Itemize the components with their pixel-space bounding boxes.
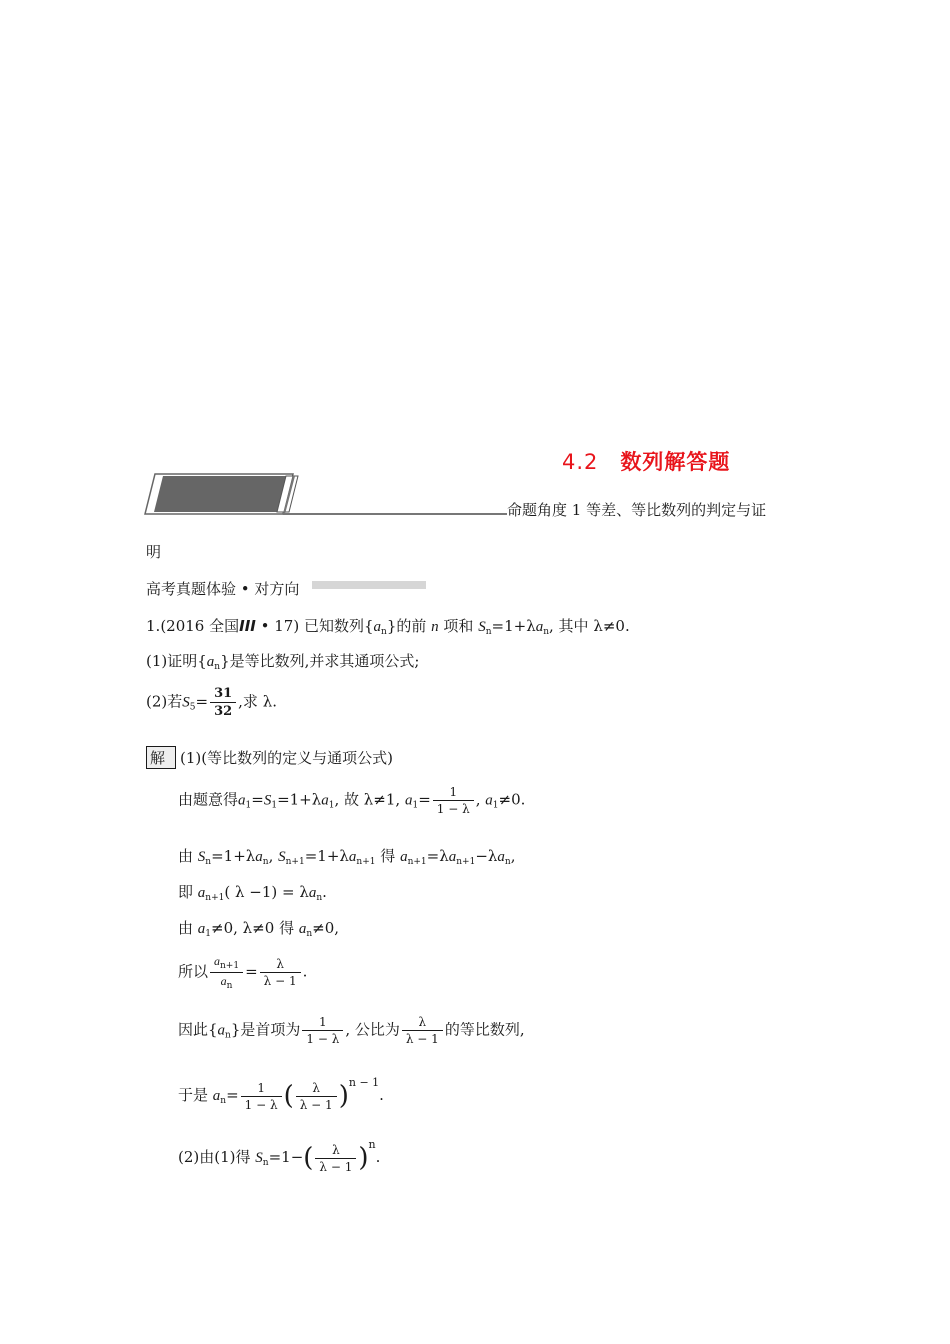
sub-n: n	[306, 929, 313, 939]
exponent: n − 1	[348, 1076, 380, 1089]
sub-n: n	[226, 981, 233, 991]
solution-line-2: 由 $S_n=1+\lambda a_n$, $S_{n+1}=1+\lambda a_{n+1}$ 得 $a_{n+1}=\lambda a_{n+1}-\lambda a_n$,	[178, 847, 516, 867]
sub-n: n	[262, 1158, 269, 1168]
var-S: S	[197, 849, 206, 865]
var-S: S	[182, 694, 190, 711]
section-title: 数列解答题	[620, 450, 731, 474]
text-segment: }是等比数列,并求其通项公式;	[220, 652, 420, 670]
lambda: λ	[526, 617, 536, 635]
sub-n: n	[485, 627, 492, 637]
text-segment: 得	[380, 847, 396, 865]
sub-1: 1	[245, 800, 252, 811]
solution-line-8: (2)由(1)得 $S_n=1-$( $\frac{\lambda}{\lambda - 1}$ )$^n$.	[178, 1138, 381, 1174]
denominator: 32	[214, 704, 233, 719]
var-a: a	[206, 654, 215, 670]
sub-1: 1	[271, 800, 278, 811]
fraction-lambda-over-lambda-minus-1	[315, 1143, 356, 1174]
solution-line-1: 由题意得$a_1=S_1=1+\lambda a_1$, 故 λ≠1, $a_1=$ $\frac{1}{1 - \lambda}$ , $a_1\ne 0$.	[178, 785, 526, 816]
sub-1: 1	[328, 800, 335, 811]
var-a: a	[321, 792, 329, 809]
text-segment: , 其中 λ≠0.	[549, 617, 630, 635]
solution-label: 解	[146, 746, 176, 769]
var-a: a	[298, 921, 307, 937]
denominator: λ − 1	[319, 1159, 353, 1174]
denominator: λ − 1	[405, 1032, 439, 1046]
problem-source: (2016 全国	[160, 617, 240, 635]
solution-line-5: 所以 $\frac{a_{n+1}}{a_n}$ = $\frac{\lambda}{\lambda - 1}$ .	[178, 954, 308, 991]
sub-5: 5	[189, 702, 196, 713]
denominator: 1 − λ	[436, 802, 470, 816]
var-a: a	[217, 1022, 226, 1039]
text-segment: ≠0,	[312, 919, 340, 937]
text-segment: (2)若	[146, 692, 183, 711]
var-a: a	[197, 921, 206, 937]
var-a: a	[404, 792, 413, 809]
text-segment: (2)由(1)得	[178, 1148, 251, 1166]
var-a: a	[197, 885, 206, 901]
numerator: λ	[260, 957, 301, 973]
var-S: S	[263, 792, 272, 809]
lambda: λ	[235, 883, 245, 901]
section-banner-graphic	[143, 472, 508, 518]
lambda: λ	[299, 883, 309, 901]
angle-line-1: 命题角度 1 等差、等比数列的判定与证	[507, 501, 767, 519]
sub-n-plus-1: n+1	[456, 857, 476, 867]
sub-n: n	[262, 857, 269, 867]
sub-1: 1	[205, 929, 212, 939]
text-segment: ≠0.	[498, 790, 526, 809]
lambda: λ	[339, 847, 349, 865]
right-paren: )	[358, 1143, 369, 1173]
denominator: λ − 1	[263, 974, 297, 988]
sub-n: n	[225, 1030, 231, 1041]
fraction-lambda-over-lambda-minus-1	[296, 1081, 337, 1112]
sub-n-plus-1: n+1	[285, 857, 305, 867]
var-a: a	[255, 849, 263, 865]
text-segment: }的前	[386, 617, 427, 635]
sub-1: 1	[412, 800, 419, 811]
numerator: λ	[296, 1081, 337, 1097]
fraction-1-over-1-minus-lambda	[241, 1081, 282, 1112]
text-segment: ≠0, λ≠0 得	[211, 919, 295, 937]
text-segment: 因此{	[178, 1020, 218, 1039]
solution-line-3: 即 $a_{n+1}$( $\lambda -1) = \lambda a_n$.	[178, 883, 327, 903]
var-S: S	[478, 619, 486, 635]
section-label: 高考真题体验 • 对方向	[146, 580, 300, 598]
exponent: n	[368, 1138, 376, 1151]
sub-n: n	[316, 893, 323, 903]
text-segment: ,求 λ.	[238, 692, 277, 711]
text-segment: , 故 λ≠1,	[334, 790, 401, 809]
fraction-1-over-1-minus-lambda	[433, 785, 474, 816]
text-segment: 所以	[178, 962, 209, 981]
problem-part-1	[146, 650, 419, 672]
left-paren: (	[303, 1143, 314, 1173]
var-S: S	[255, 1150, 263, 1166]
numerator: 1	[302, 1015, 343, 1031]
sub-1: 1	[492, 800, 499, 811]
var-a: a	[308, 885, 317, 901]
sub-n-plus-1: n+1	[220, 961, 240, 971]
problem-statement: 1.(2016 全国III • 17) 已知数列$\{a_n\}$的前 n 项和 $S_n=1+\lambda a_n$, 其中 λ≠0.	[146, 617, 630, 637]
text-segment: }是首项为	[230, 1020, 301, 1039]
sub-n-plus-1: n+1	[356, 857, 376, 867]
var-a: a	[238, 792, 246, 809]
text-segment: 于是	[178, 1086, 209, 1104]
var-a: a	[220, 974, 227, 988]
section-number: 4.2	[562, 450, 599, 474]
text-segment: 由题意得	[178, 790, 239, 809]
sub-n-plus-1: n+1	[407, 857, 427, 867]
sub-n: n	[205, 857, 212, 867]
section-label-bar	[312, 581, 426, 589]
var-a: a	[348, 849, 357, 865]
angle-line-2: 明	[146, 543, 162, 561]
problem-source-tail: • 17)	[255, 617, 300, 635]
fraction-lambda-over-lambda-minus-1	[260, 957, 301, 988]
denominator: λ − 1	[299, 1097, 333, 1112]
numerator: 31	[210, 686, 236, 703]
var-a: a	[373, 619, 382, 635]
sub-n-plus-1: n+1	[205, 893, 225, 903]
text-segment: 由	[178, 919, 194, 937]
page-title	[562, 446, 730, 476]
var-a: a	[214, 954, 221, 968]
text-segment: 由	[178, 847, 194, 865]
right-paren: )	[338, 1081, 349, 1111]
fraction-an1-over-an	[210, 954, 243, 991]
numerator: 1	[433, 785, 474, 801]
lambda: λ	[439, 847, 449, 865]
solution-heading-text: (1)(等比数列的定义与通项公式)	[180, 749, 393, 767]
sub-n: n	[214, 662, 221, 672]
problem-part-2: (2)若$S_5=$ $\frac{31}{32}$ ,求 λ.	[146, 686, 277, 719]
fraction-1-over-1-minus-lambda	[302, 1015, 343, 1046]
var-S: S	[278, 849, 286, 865]
lambda: λ	[311, 790, 322, 809]
denominator: 1 − λ	[244, 1097, 278, 1112]
text-segment: 项和	[443, 617, 474, 635]
solution-line-6	[178, 1015, 525, 1046]
text-segment: 的等比数列,	[444, 1020, 525, 1039]
fraction-lambda-over-lambda-minus-1	[402, 1015, 443, 1046]
numerator: 1	[241, 1081, 282, 1097]
solution-heading	[146, 746, 393, 769]
denominator: 1 − λ	[306, 1032, 340, 1046]
solution-line-7: 于是 $a_n=$ $\frac{1}{1 - \lambda}$ ( $\frac{\lambda}{\lambda - 1}$ )$^{n - 1}$.	[178, 1076, 384, 1112]
numerator: λ	[402, 1015, 443, 1031]
var-n: n	[431, 619, 439, 635]
var-a: a	[448, 849, 457, 865]
sub-n: n	[381, 627, 387, 637]
sub-n: n	[220, 1096, 227, 1106]
var-a: a	[535, 619, 544, 635]
proposition-angle	[507, 499, 766, 520]
var-a: a	[497, 849, 505, 865]
left-paren: (	[283, 1081, 294, 1111]
sub-n: n	[543, 627, 550, 637]
var-a: a	[212, 1088, 221, 1104]
problem-number: 1.	[146, 617, 161, 635]
var-a: a	[400, 849, 408, 865]
numerator: λ	[315, 1143, 356, 1159]
source-roman: III	[239, 617, 256, 635]
text-segment: , 公比为	[345, 1020, 400, 1039]
var-a: a	[485, 792, 493, 809]
solution-line-4	[178, 917, 339, 939]
text-segment: 即	[178, 883, 194, 901]
sub-n: n	[504, 857, 511, 867]
lambda: λ	[245, 847, 256, 865]
lambda: λ	[487, 847, 498, 865]
text-segment: (1)证明{	[146, 652, 207, 670]
fraction-31-32	[210, 686, 236, 719]
text-segment: 已知数列{	[303, 617, 374, 635]
